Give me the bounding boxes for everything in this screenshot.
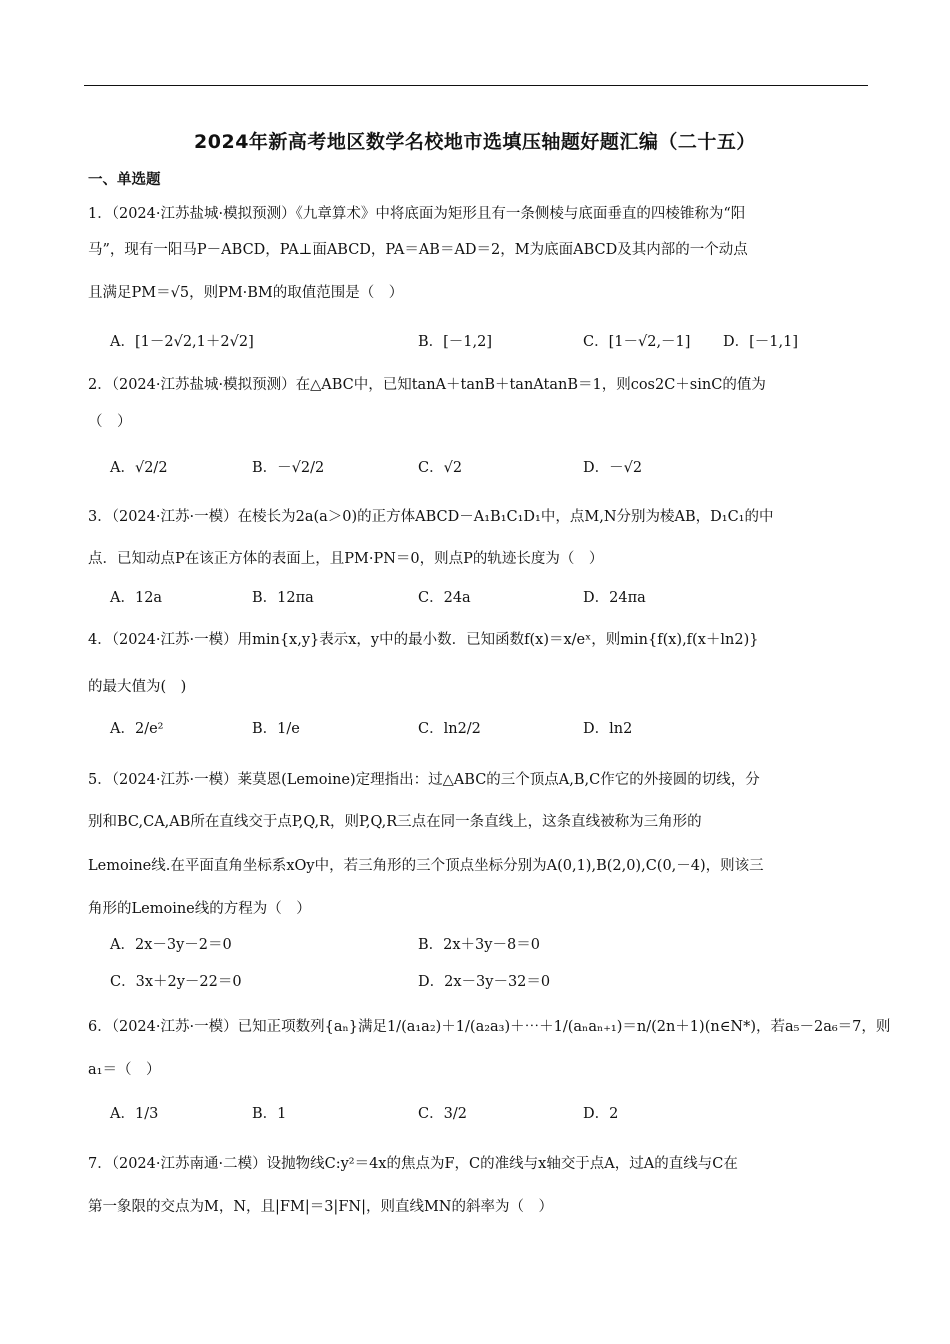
q5-line-2: 别和BC,CA,AB所在直线交于点P,Q,R，则P,Q,R三点在同一条直线上，这条直线被称为三角形的 — [88, 814, 702, 830]
q1-option-a: A．[1－2√2,1＋2√2] — [110, 334, 254, 350]
q2-option-a: A．√2/2 — [110, 460, 168, 476]
q1-line-3: 且满足PM＝√5，则PM·BM的取值范围是（ ） — [88, 285, 404, 301]
section-heading: 一、单选题 — [88, 172, 161, 188]
q3-option-b: B．12πa — [252, 590, 314, 606]
q5-line-1: 5．（2024·江苏·一模）莱莫恩(Lemoine)定理指出：过△ABC的三个顶点A,B,C作它的外接圆的切线，分 — [88, 772, 760, 788]
q1-option-c: C．[1－√2,－1] — [583, 334, 691, 350]
q2-option-d: D．－√2 — [583, 460, 643, 476]
q2-line-2: （ ） — [88, 414, 132, 430]
q6-line-1: 6．（2024·江苏·一模）已知正项数列{aₙ}满足1/(a₁a₂)＋1/(a₂a₃)＋⋯＋1/(aₙaₙ₊₁)＝n/(2n＋1)(n∈N*)，若a₅－2a₆＝7，则 — [88, 1019, 891, 1035]
q5-option-b: B．2x＋3y－8＝0 — [418, 937, 540, 953]
q1-option-b: B．[－1,2] — [418, 334, 493, 350]
q5-option-a: A．2x－3y－2＝0 — [110, 937, 232, 953]
q2-line-1: 2．（2024·江苏盐城·模拟预测）在△ABC中，已知tanA＋tanB＋tanAtanB＝1，则cos2C＋sinC的值为 — [88, 377, 766, 393]
q3-line-2: 点．已知动点P在该正方体的表面上，且PM·PN＝0，则点P的轨迹长度为（ ） — [88, 551, 604, 567]
q3-line-1: 3．（2024·江苏·一模）在棱长为2a(a＞0)的正方体ABCD－A₁B₁C₁D₁中，点M,N分别为棱AB，D₁C₁的中 — [88, 509, 774, 525]
q7-line-2: 第一象限的交点为M，N，且|FM|＝3|FN|，则直线MN的斜率为（ ） — [88, 1199, 553, 1215]
q4-option-c: C．ln2/2 — [418, 721, 481, 737]
q2-option-b: B．－√2/2 — [252, 460, 325, 476]
q1-line-1: 1．（2024·江苏盐城·模拟预测）《九章算术》中将底面为矩形且有一条侧棱与底面垂直的四棱锥称为“阳 — [88, 206, 746, 222]
q3-option-a: A．12a — [110, 590, 163, 606]
q5-option-c: C．3x＋2y－22＝0 — [110, 974, 242, 990]
q6-option-d: D．2 — [583, 1106, 619, 1122]
q5-line-3: Lemoine线.在平面直角坐标系xOy中，若三角形的三个顶点坐标分别为A(0,1),B(2,0),C(0,－4)，则该三 — [88, 858, 764, 874]
q6-line-2: a₁＝（ ） — [88, 1062, 161, 1078]
q7-line-1: 7．（2024·江苏南通·二模）设抛物线C:y²＝4x的焦点为F，C的准线与x轴交于点A，过A的直线与C在 — [88, 1156, 738, 1172]
q4-option-a: A．2/e² — [110, 721, 164, 737]
q5-option-d: D．2x－3y－32＝0 — [418, 974, 551, 990]
q2-option-c: C．√2 — [418, 460, 463, 476]
q4-option-b: B．1/e — [252, 721, 300, 737]
q6-option-b: B．1 — [252, 1106, 287, 1122]
q1-line-2: 马”，现有一阳马P－ABCD，PA⊥面ABCD，PA＝AB＝AD＝2，M为底面ABCD及其内部的一个动点 — [88, 242, 748, 258]
q5-line-4: 角形的Lemoine线的方程为（ ） — [88, 901, 311, 917]
q3-option-d: D．24πa — [583, 590, 646, 606]
q6-option-a: A．1/3 — [110, 1106, 159, 1122]
q3-option-c: C．24a — [418, 590, 471, 606]
q4-option-d: D．ln2 — [583, 721, 633, 737]
top-rule — [84, 85, 868, 86]
q1-option-d: D．[－1,1] — [723, 334, 798, 350]
q4-line-2: 的最大值为( ) — [88, 679, 187, 695]
q4-line-1: 4．（2024·江苏·一模）用min{x,y}表示x，y中的最小数．已知函数f(x)＝x/eˣ，则min{f(x),f(x＋ln2)} — [88, 632, 759, 648]
q6-option-c: C．3/2 — [418, 1106, 467, 1122]
page-title: 2024年新高考地区数学名校地市选填压轴题好题汇编（二十五） — [194, 131, 756, 153]
